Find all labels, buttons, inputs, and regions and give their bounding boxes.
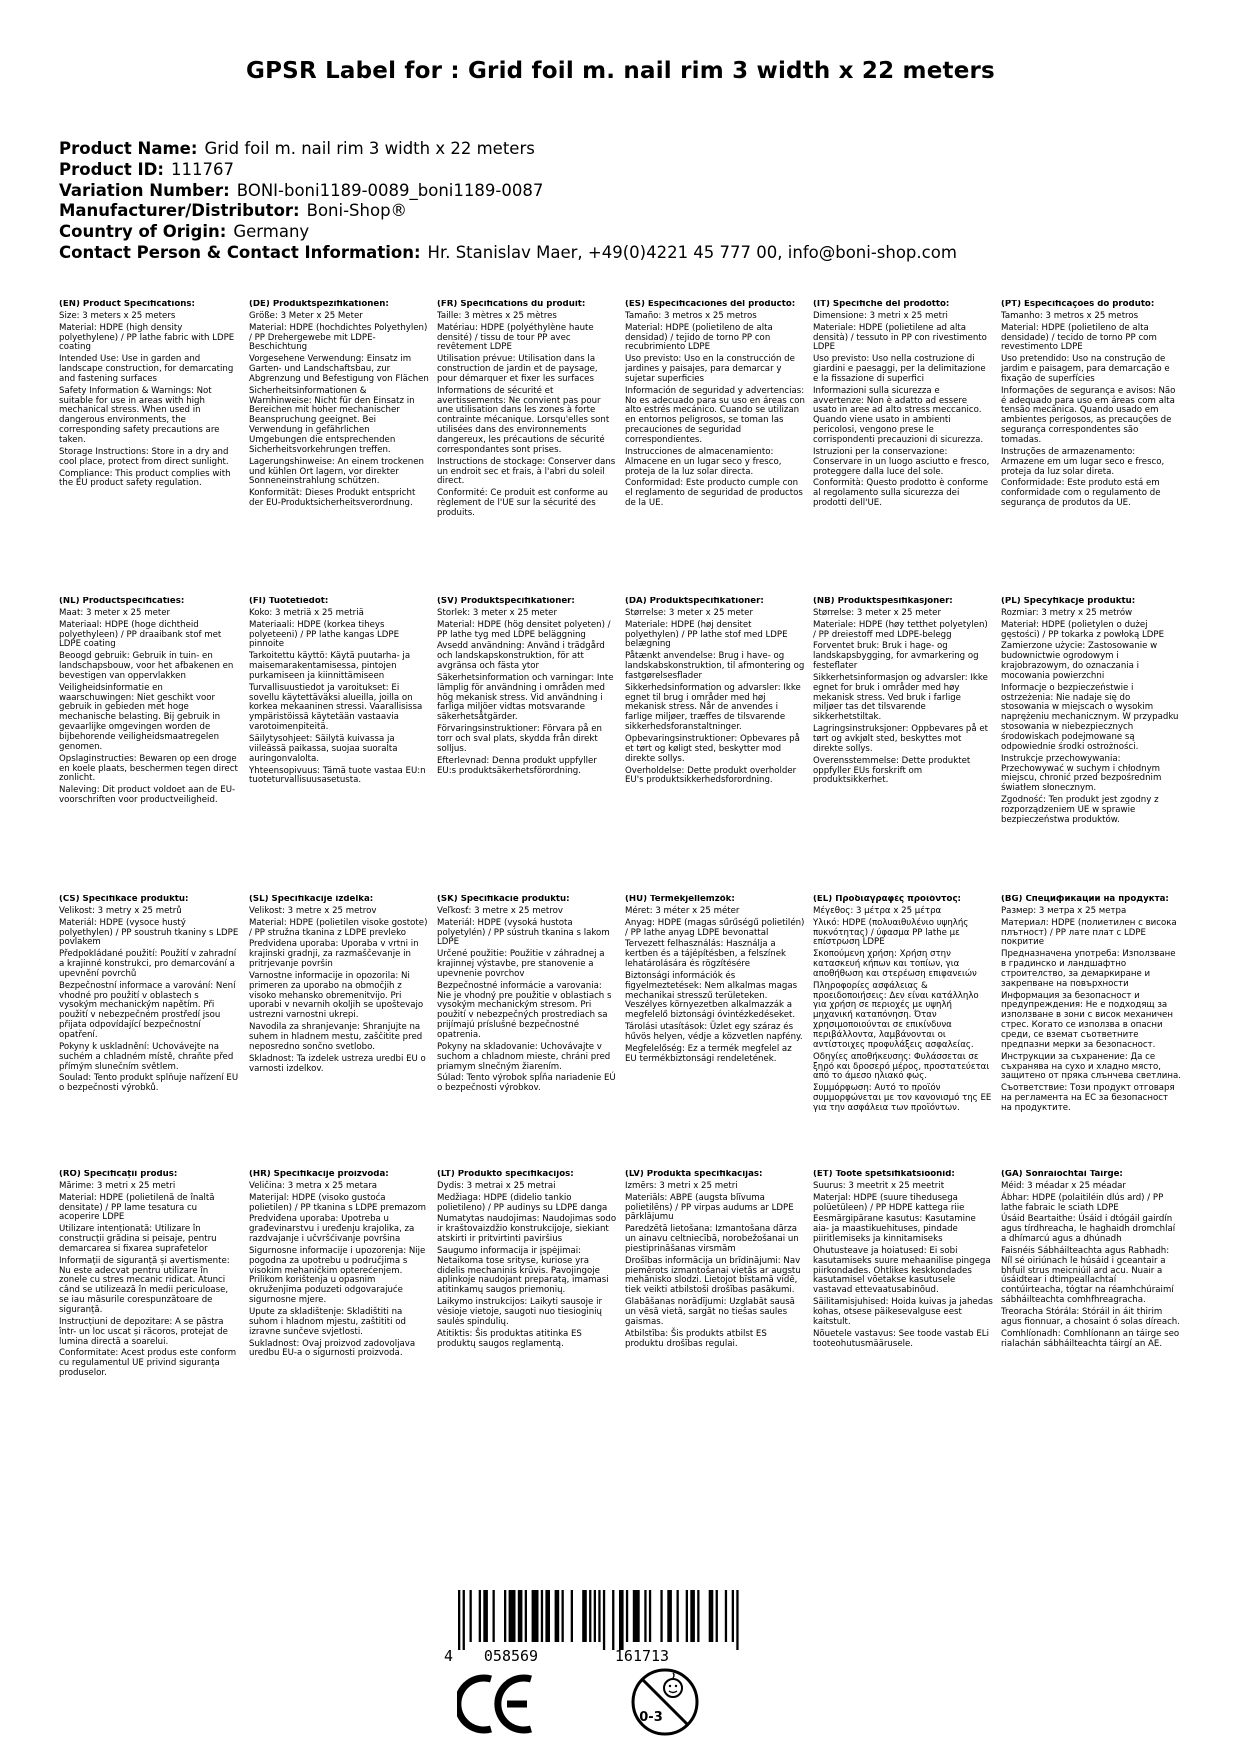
spec-paragraph: Bezpečnostní informace a varování: Není vhodné pro použití v oblastech s vysokým mechanickým napětím. Při použití v nebezpečném prostředí jsou přijata odpovídající bezpečnostní opatření. <box>59 980 236 1040</box>
spec-paragraph: Treoracha Stórála: Stóráil in áit thirim agus fionnuar, a chosaint ó solas díreach. <box>1001 1306 1180 1327</box>
info-value: Hr. Stanislav Maer, +49(0)4221 45 777 00, info@boni-shop.com <box>427 242 957 262</box>
spec-paragraph: Suurus: 3 meetrit x 25 meetrit <box>813 1180 945 1191</box>
spec-paragraph: Predviđena uporaba: Upotreba u građevinarstvu i uređenju krajolika, za razdvajanje i učvršćivanje površina <box>249 1214 415 1245</box>
barcode-digit-prefix: 4 <box>444 1647 454 1664</box>
barcode-bar <box>736 1590 738 1650</box>
spec-paragraph: Material: HDPE (high density polyethylene) / PP lathe fabric with LDPE coating <box>59 322 235 353</box>
spec-paragraph: Conformidade: Este produto está em conformidade com o regulamento de segurança de produtos da UE. <box>1001 478 1161 509</box>
spec-block <box>437 597 617 778</box>
page-title: GPSR Label for : Grid foil m. nail rim 3 width x 22 meters <box>246 58 995 84</box>
age-range-label: 0-3 <box>639 1710 663 1725</box>
spec-paragraph: Sigurnosne informacije i upozorenja: Nije pogodna za upotrebu u područjima s visokim mehaničkim opterećenjem. Prilikom korištenja u opasnim okruženjima poduzeti odgovarajuće sigurnosne mjere. <box>249 1245 426 1306</box>
spec-paragraph: Sikkerhedsinformation og advarsler: Ikke egnet til brug i områder med høj mekanisk stress. Når de anvendes i farlige miljøer, træffes de tilsvarende sikkerhedsforanstaltninger. <box>625 682 801 733</box>
spec-paragraph: Atitiktis: Šis produktas atitinka ES produktų saugos reglamentą. <box>437 1328 582 1349</box>
spec-heading: (SK) Špecifikácie produktu: <box>437 895 570 904</box>
spec-heading: (CS) Specifikace produktu: <box>59 895 189 904</box>
info-value: Boni-Shop® <box>306 201 408 221</box>
spec-paragraph: Informații de siguranță și avertismente: Nu este adecvat pentru utilizare în zonele cu stres mecanic ridicat. Atunci când se utilizează în medii periculoase, se iau măsurile corespunzătoare de siguranță. <box>59 1255 230 1315</box>
barcode-bar <box>483 1590 488 1642</box>
spec-paragraph: Informacje o bezpieczeństwie i ostrzeżenia: Nie nadaje się do stosowania w miejscach o wysokim naprężeniu mechanicznym. W przypadku stosowania w niebezpiecznych środowiskach podejmowane są odpowiednie środki ostrożności. <box>1001 682 1179 752</box>
spec-paragraph: Materiale: HDPE (polietilene ad alta densità) / tessuto in PP con rivestimento LDPE <box>813 322 987 353</box>
spec-block <box>437 300 617 521</box>
barcode-bar <box>732 1590 734 1642</box>
spec-paragraph: Materiaal: HDPE (hoge dichtheid polyethyleen) / PP draaibank stof met LDPE coating <box>59 619 222 650</box>
ce-mark-icon <box>457 1673 537 1735</box>
spec-paragraph: Upute za skladištenje: Skladištiti na suhom i hladnom mjestu, zaštititi od izravne sunčeve svjetlosti. <box>249 1306 406 1337</box>
barcode-bar <box>545 1590 550 1642</box>
spec-paragraph: Materiaali: HDPE (korkea tiheys polyeteeni) / PP lathe kangas LDPE pinnoite <box>249 619 400 650</box>
barcode-bar <box>619 1590 624 1650</box>
spec-paragraph: Utilisation prévue: Utilisation dans la construction de jardin et de paysage, pour démarquer et fixer les surfaces <box>437 354 598 384</box>
spec-paragraph: Opslaginstructies: Bewaren op een droge en koele plaats, beschermen tegen direct zonlicht. <box>59 753 238 784</box>
spec-block <box>625 300 805 511</box>
spec-paragraph: Laikymo instrukcijos: Laikyti sausoje ir vėsioje vietoje, saugoti nuo tiesioginių saulės spindulių. <box>437 1297 602 1327</box>
spec-paragraph: Velikost: 3 metry x 25 metrů <box>59 905 182 916</box>
spec-heading: (BG) Спецификации на продукта: <box>1001 895 1169 904</box>
barcode-bar <box>677 1590 679 1642</box>
spec-paragraph: Skladnost: Ta izdelek ustreza uredbi EU o varnosti izdelkov. <box>249 1053 426 1074</box>
spec-paragraph: Size: 3 meters x 25 meters <box>59 310 176 321</box>
spec-paragraph: Faisnéis Sábháilteachta agus Rabhadh: Níl sé oiriúnach le húsáid i gceantair a bhfuil strus meicniúil ard acu. Nuair a úsáidtear i dtimpeallachtaí contúirteacha, tógtar na réamhchúraimí sábháilteachta comhfhreagracha. <box>1001 1245 1174 1306</box>
barcode-bar <box>470 1590 472 1642</box>
spec-paragraph: Материал: HDPE (полиетилен с висока плътност) / PP лате плат с LDPE покритие <box>1001 917 1177 948</box>
spec-paragraph: Tamanho: 3 metros x 25 metros <box>1001 310 1139 321</box>
spec-paragraph: Zgodność: Ten produkt jest zgodny z rozporządzeniem UE w sprawie bezpieczeństwa produktów. <box>1001 795 1159 825</box>
spec-paragraph: Nõuetele vastavus: See toode vastab ELi tooteohutusmäärusele. <box>813 1328 989 1349</box>
barcode-bar <box>479 1590 481 1642</box>
barcode-bar <box>725 1590 727 1642</box>
barcode-bar <box>626 1590 628 1642</box>
spec-paragraph: Compliance: This product complies with the EU product safety regulation. <box>59 468 231 489</box>
spec-paragraph: Koko: 3 metriä x 25 metriä <box>249 607 364 618</box>
spec-paragraph: Zamierzone użycie: Zastosowanie w budownictwie ogrodowym i krajobrazowym, do oznaczania i mocowania powierzchni <box>1001 641 1158 681</box>
spec-paragraph: Úsáid Beartaithe: Úsáid i dtógáil gairdín agus tírdhreacha, le haghaidh dromchlaí a dhímarcú agus a dhúnadh <box>1001 1214 1176 1245</box>
spec-paragraph: Efterlevnad: Denna produkt uppfyller EU:s produktsäkerhetsförordning. <box>437 755 597 776</box>
spec-heading: (NL) Productspecificaties: <box>59 597 185 606</box>
spec-paragraph: Οδηγίες αποθήκευσης: Φυλάσσεται σε ξηρό και δροσερό μέρος, προστατεύεται από το άμεσο ηλιακό φως. <box>813 1051 990 1082</box>
spec-paragraph: Συμμόρφωση: Αυτό το προϊόν συμμορφώνεται με τον κανονισμό της ΕΕ για την ασφάλεια των προϊόντων. <box>813 1083 992 1113</box>
spec-paragraph: Säilytysohjeet: Säilytä kuivassa ja viileässä paikassa, suojaa suoralta auringonvalolta. <box>249 733 398 764</box>
spec-paragraph: Uso previsto: Uso en la construcción de jardines y paisajes, para demarcar y sujetar superficies <box>625 354 795 384</box>
spec-heading: (ES) Especificaciones del producto: <box>625 300 796 309</box>
spec-paragraph: Dimensione: 3 metri x 25 metri <box>813 310 948 321</box>
barcode-bar <box>660 1590 662 1642</box>
spec-block <box>625 895 805 1067</box>
spec-block <box>813 1170 993 1351</box>
spec-paragraph: Säkerhetsinformation och varningar: Inte lämplig för användning i områden med hög mekanisk stress. Vid användning i farliga miljöer vidtas motsvarande säkerhetsåtgärder. <box>437 672 614 723</box>
spec-block <box>813 300 993 511</box>
spec-paragraph: Ábhar: HDPE (polaitiléin dlús ard) / PP lathe fabraic le sciath LDPE <box>1001 1192 1164 1213</box>
spec-paragraph: Glabāšanas norādījumi: Uzglabāt sausā un vēsā vietā, sargāt no tiešas saules gaismas. <box>625 1297 795 1327</box>
spec-paragraph: Eesmärgipärane kasutus: Kasutamine aia- ja maastikuehituses, pindade piiritlemiseks ja kinnitamiseks <box>813 1214 976 1245</box>
info-value: BONI-boni1189-0089_boni1189-0087 <box>236 180 544 200</box>
spec-paragraph: Medžiaga: HDPE (didelio tankio polietileno) / PP audinys su LDPE danga <box>437 1192 608 1213</box>
barcode-bar <box>697 1590 699 1642</box>
spec-block <box>249 300 429 511</box>
spec-paragraph: Material: HDPE (polietilen visoke gostote) / PP stružna tkanina z LDPE prevleko <box>249 917 428 938</box>
barcode-bar <box>509 1590 516 1642</box>
spec-heading: (DA) Produktspecifikationer: <box>625 597 764 606</box>
barcode <box>437 1590 739 1664</box>
spec-paragraph: Informações de segurança e avisos: Não é adequado para uso em áreas com alta tensão mecânica. Quando usado em ambientes perigosos, as precauções de segurança correspondentes são tomadas. <box>1001 385 1176 445</box>
spec-paragraph: Instrucciones de almacenamiento: Almacene en un lugar seco y fresco, proteja de la luz solar directa. <box>625 446 782 477</box>
spec-heading: (SL) Specifikacije izdelka: <box>249 895 374 904</box>
spec-paragraph: Izmērs: 3 metri x 25 metri <box>625 1180 738 1191</box>
not-for-children-0-3-icon <box>629 1666 701 1738</box>
spec-paragraph: Informazioni sulla sicurezza e avvertenze: Non è adatto ad essere usato in aree ad alto stress meccanico. Quando viene usato in ambienti pericolosi, vengono prese le corrispondenti precauzioni di sicurezza. <box>813 385 984 445</box>
barcode-bar <box>562 1590 564 1642</box>
spec-paragraph: Información de seguridad y advertencias: No es adecuado para su uso en áreas con alto estrés mecánico. Cuando se utilizan en entornos peligrosos, se toman las precauciones de seguridad correspondientes. <box>625 385 805 445</box>
spec-paragraph: Biztonsági információk és figyelmeztetések: Nem alkalmas magas mechanikai stresszű területeken. Veszélyes környezetben alkalmazzák a megfelelő biztonsági óvintézkedéseket. <box>625 970 798 1021</box>
barcode-bar <box>690 1590 695 1642</box>
product-info <box>59 139 957 264</box>
spec-paragraph: Lagerungshinweise: An einem trockenen und kühlen Ort lagern, vor direkter Sonneneinstrahlung schützen. <box>249 456 424 487</box>
barcode-digits-left: 058569 <box>483 1647 539 1664</box>
info-row <box>59 139 957 160</box>
spec-paragraph: Tárolási utasítások: Üzlet egy száraz és hűvös helyen, védje a közvetlen napfény. <box>625 1022 803 1042</box>
spec-paragraph: Предназначена употреба: Използване в градинско и ландшафтно строителство, за демаркиране и закрепване на повърхности <box>1001 949 1176 989</box>
barcode-bar <box>458 1590 460 1650</box>
spec-paragraph: Numatytas naudojimas: Naudojimas sodo ir kraštovaizdžio konstrukcijoje, siekiant atskirti ir pritvirtinti paviršius <box>437 1214 617 1245</box>
spec-paragraph: Intended Use: Use in garden and landscape construction, for demarcating and fastening surfaces <box>59 354 234 384</box>
spec-paragraph: Méret: 3 méter x 25 méter <box>625 905 740 916</box>
spec-block <box>1001 300 1181 511</box>
spec-paragraph: Naleving: Dit product voldoet aan de EU-voorschriften voor productveiligheid. <box>59 785 236 806</box>
spec-paragraph: Utilizare intenționată: Utilizare în construcții grădina si peisaje, pentru demarcarea si fixarea suprafetelor <box>59 1224 217 1254</box>
spec-paragraph: Säilitamisjuhised: Hoida kuivas ja jahedas kohas, otsese päikesevalguse eest kaitstult. <box>813 1297 993 1327</box>
barcode-bar <box>667 1590 672 1642</box>
spec-block <box>1001 895 1181 1116</box>
spec-paragraph: Materiál: HDPE (vysoká hustota polyetylén) / PP sústruh tkanina s lakom LDPE <box>437 917 610 948</box>
spec-paragraph: Beoogd gebruik: Gebruik in tuin- en landschapsbouw, voor het afbakenen en bevestigen van oppervlakken <box>59 651 234 681</box>
spec-heading: (RO) Specificații produs: <box>59 1170 178 1179</box>
spec-paragraph: Megfelelőség: Ez a termék megfelel az EU termékbiztonsági rendeletének. <box>625 1043 792 1064</box>
spec-heading: (FR) Spécifications du produit: <box>437 300 586 309</box>
spec-paragraph: Forventet bruk: Bruk i hage- og landskapsbygging, for avmarkering og festeflater <box>813 641 979 672</box>
spec-paragraph: Material: HDPE (polietileno de alta densidade) / tecido de torno PP com revestimento LDPE <box>1001 322 1157 353</box>
spec-paragraph: Materiał: HDPE (polietylen o dużej gęstości) / PP tokarka z powłoką LDPE <box>1001 619 1164 640</box>
spec-paragraph: Súlad: Tento výrobok spĺňa nariadenie EÚ o bezpečnosti výrobkov. <box>437 1073 616 1094</box>
info-label: Product Name: <box>59 139 198 158</box>
barcode-bar <box>686 1590 688 1642</box>
spec-paragraph: Safety Information & Warnings: Not suitable for use in areas with high mechanical stress. When used in dangerous environments, the corresponding safety precautions are taken. <box>59 385 220 445</box>
spec-paragraph: Určené použitie: Použitie v záhradnej a krajinnej výstavbe, pre stanovenie a upevnenie povrchov <box>437 949 605 979</box>
spec-block <box>437 1170 617 1351</box>
spec-paragraph: Material: HDPE (hög densitet polyeten) / PP lathe tyg med LDPE beläggning <box>437 619 611 640</box>
spec-block <box>249 895 429 1076</box>
barcode-bar <box>541 1590 543 1642</box>
barcode-bars <box>458 1590 739 1650</box>
spec-paragraph: Storlek: 3 meter x 25 meter <box>437 607 558 618</box>
spec-heading: (FI) Tuotetiedot: <box>249 597 329 606</box>
spec-paragraph: Conformitate: Acest produs este conform cu regulamentul UE privind siguranța produselor. <box>59 1348 237 1379</box>
spec-paragraph: Materiāls: ABPE (augsta blīvuma polietilēns) / PP virpas audums ar LDPE pārklājumu <box>625 1192 794 1223</box>
spec-paragraph: Saugumo informacija ir įspėjimai: Netaikoma tose srityse, kuriose yra didelis mechaninis krūvis. Pavojingoje aplinkoje naudojant preparatą, imamasi atitinkamų saugos priemonių. <box>437 1245 609 1296</box>
spec-paragraph: Lagringsinstruksjoner: Oppbevares på et tørt og avkjølt sted, beskyttes mot direkte sollys. <box>813 724 989 754</box>
info-row <box>59 181 957 202</box>
spec-paragraph: Drošības informācija un brīdinājumi: Nav piemērots izmantošanai vietās ar augstu mehānisko slodzi. Lietojot bīstamā vidē, tiek veikti atbilstoši drošības pasākumi. <box>625 1255 801 1296</box>
spec-paragraph: Taille: 3 mètres x 25 mètres <box>437 310 557 321</box>
spec-block <box>625 1170 805 1351</box>
spec-paragraph: Konformität: Dieses Produkt entspricht der EU-Produktsicherheitsverordnung. <box>249 488 416 509</box>
spec-paragraph: Material: HDPE (hochdichtes Polyethylen) / PP Drehergewebe mit LDPE-Beschichtung <box>249 322 428 353</box>
spec-paragraph: Sukladnost: Ovaj proizvod zadovoljava uredbu EU-a o sigurnosti proizvoda. <box>249 1338 416 1359</box>
spec-heading: (EL) Προδιαγραφές προϊόντος: <box>813 895 961 904</box>
info-label: Variation Number: <box>59 180 230 200</box>
info-row <box>59 243 957 264</box>
spec-paragraph: Materiale: HDPE (høy tetthet polyetylen) / PP dreiestoff med LDPE-belegg <box>813 619 988 640</box>
spec-block <box>59 300 239 491</box>
spec-block <box>249 597 429 788</box>
barcode-bar <box>633 1590 640 1642</box>
barcode-digits-right: 161713 <box>614 1647 670 1664</box>
spec-paragraph: Conformità: Questo prodotto è conforme al regolamento sulla sicurezza dei prodotti dell'UE. <box>813 478 988 509</box>
spec-paragraph: Størrelse: 3 meter x 25 meter <box>625 607 753 618</box>
info-label: Contact Person & Contact Information: <box>59 242 421 262</box>
spec-heading: (NB) Produktspesifikasjoner: <box>813 597 953 606</box>
info-row <box>59 160 957 181</box>
spec-paragraph: Sikkerhetsinformasjon og advarsler: Ikke egnet for bruk i områder med høy mekanisk stress. Ved bruk i farlige miljøer tas det tilsvarende sikkerhetstiltak. <box>813 672 988 723</box>
info-label: Country of Origin: <box>59 222 227 242</box>
barcode-bar <box>518 1590 523 1642</box>
spec-heading: (SV) Produktspecifikationer: <box>437 597 575 606</box>
spec-paragraph: Paredzētā lietošana: Izmantošana dārza un ainavu celtniecībā, norobežošanai un piestiprināšanas virsmām <box>625 1224 799 1254</box>
info-label: Manufacturer/Distributor: <box>59 201 300 221</box>
spec-paragraph: Storage Instructions: Store in a dry and cool place, protect from direct sunlight. <box>59 446 229 467</box>
spec-paragraph: Instruções de armazenamento: Armazene em um lugar seco e fresco, proteja da luz solar direta. <box>1001 446 1165 477</box>
barcode-bar <box>598 1590 600 1642</box>
spec-paragraph: Размер: 3 метра x 25 метра <box>1001 905 1127 916</box>
spec-paragraph: Material: HDPE (polietileno de alta densidad) / tejido de torno PP con recubrimiento LDPE <box>625 322 773 353</box>
spec-paragraph: Istruzioni per la conservazione: Conservare in un luogo asciutto e fresco, proteggere dalla luce del sole. <box>813 446 990 477</box>
barcode-bar <box>582 1590 587 1642</box>
info-value: Germany <box>233 222 310 242</box>
spec-heading: (ET) Toote spetsifikatsioonid: <box>813 1170 955 1179</box>
barcode-bar <box>532 1590 539 1642</box>
spec-paragraph: Σκοπούμενη χρήση: Χρήση στην κατασκευή κήπων και τοπίων, για αποθήθωση και στερέωση επιφανειών <box>813 949 977 979</box>
spec-paragraph: Varnostne informacije in opozorila: Ni primeren za uporabo na območjih z visoko mehansko obremenitvijo. Pri uporabi v nevarnih okoljih se upoštevajo ustrezni varnostni ukrepi. <box>249 970 424 1021</box>
barcode-bar <box>555 1590 560 1642</box>
spec-block <box>59 895 239 1096</box>
spec-block <box>1001 1170 1181 1351</box>
spec-paragraph: Größe: 3 Meter x 25 Meter <box>249 310 363 321</box>
spec-paragraph: Materijal: HDPE (visoko gustoća polietilen) / PP tkanina s LDPE premazom <box>249 1192 427 1213</box>
spec-paragraph: Πληροφορίες ασφάλειας & προειδοποιήσεις: Δεν είναι κατάλληλο για χρήση σε περιοχές με υψηλή μηχανική καταπόνηση. Όταν χρησιμοποιούνται σε επικίνδυνα περιβάλλοντα, λαμβάνονται οι αντίστοιχες προφυλάξεις ασφαλείας. <box>813 980 979 1050</box>
spec-paragraph: Informations de sécurité et avertissements: Ne convient pas pour une utilisation dans les zones à forte contrainte mécanique. Lorsqu'elles sont utilisées dans des environnements dangereux, les précautions de sécurité correspondantes sont prises. <box>437 385 610 455</box>
info-label: Product ID: <box>59 159 164 179</box>
spec-paragraph: Opbevaringsinstruktioner: Opbevares på et tørt og køligt sted, beskytter mod direkte sollys. <box>625 733 800 764</box>
spec-paragraph: Förvaringsinstruktioner: Förvara på en torr och sval plats, skydda från direkt solljus. <box>437 724 602 754</box>
spec-paragraph: Rozmiar: 3 metry x 25 metrów <box>1001 607 1133 618</box>
spec-paragraph: Pokyny k uskladnění: Uchovávejte na suchém a chladném místě, chraňte před přímým slunečním světlem. <box>59 1041 234 1072</box>
barcode-bar <box>463 1590 465 1650</box>
barcode-bar <box>589 1590 591 1642</box>
spec-heading: (HR) Specifikacije proizvoda: <box>249 1170 389 1179</box>
spec-paragraph: Ohutusteave ja hoiatused: Ei sobi kasutamiseks suure mehaanilise pingega piirkondades. Ohtlikes keskkondades kasutamisel võetakse kasutusele vastavad ettevaatusabinõud. <box>813 1245 991 1296</box>
spec-paragraph: Anyag: HDPE (magas sűrűségű polietilén) / PP lathe anyag LDPE bevonattal <box>625 917 805 938</box>
spec-paragraph: Veličina: 3 metra x 25 metara <box>249 1180 378 1191</box>
spec-paragraph: Veľkosť: 3 metre x 25 metrov <box>437 905 563 916</box>
spec-paragraph: Matériau: HDPE (polyéthylène haute densité) / tissu de tour PP avec revêtement LDPE <box>437 322 594 353</box>
info-row <box>59 222 957 243</box>
spec-paragraph: Tamaño: 3 metros x 25 metros <box>625 310 757 321</box>
spec-paragraph: Turvallisuustiedot ja varoitukset: Ei sovellu käytettäväksi alueilla, joilla on korkea mekaaninen stressi. Vaarallisissa ympäristöissä käytetään vastaavia varotoimenpiteitä. <box>249 682 423 733</box>
spec-paragraph: Instrukcje przechowywania: Przechowywać w suchym i chłodnym miejscu, chronić przed bezpośrednim światłem słonecznym. <box>1001 753 1162 794</box>
spec-paragraph: Tervezett felhasználás: Használja a kertben és a tájépítésben, a felszínek lehatárolására és rögzítésére <box>625 939 786 970</box>
barcode-bar <box>709 1590 714 1642</box>
spec-heading: (HU) Termékjellemzők: <box>625 895 735 904</box>
spec-paragraph: Avsedd användning: Använd i trädgård och landskapskonstruktion, för att avgränsa och fästa ytor <box>437 641 605 672</box>
spec-paragraph: Yhteensopivuus: Tämä tuote vastaa EU:n tuoteturvallisuusasetusta. <box>249 765 426 786</box>
spec-heading: (LT) Produkto specifikacijos: <box>437 1170 574 1179</box>
barcode-bar <box>525 1590 527 1642</box>
spec-paragraph: Velikost: 3 metre x 25 metrov <box>249 905 377 916</box>
spec-paragraph: Atbilstība: Šis produkts atbilst ES produktu drošības regulai. <box>625 1328 767 1349</box>
spec-paragraph: Υλικό: HDPE (πολυαιθυλένιο υψηλής πυκνότητας) / ύφασμα PP lathe με επίστρωση LDPE <box>813 917 969 948</box>
spec-paragraph: Conformidad: Este producto cumple con el reglamento de seguridad de productos de la UE. <box>625 478 803 509</box>
info-value: Grid foil m. nail rim 3 width x 22 meters <box>204 139 535 158</box>
spec-block <box>59 597 239 808</box>
spec-paragraph: Инструкции за съхранение: Да се съхранява на сухо и хладно място, защитено от пряка слънчева светлина. <box>1001 1051 1181 1082</box>
spec-paragraph: Materjal: HDPE (suure tihedusega polüetüleen) / PP HDPE kattega riie <box>813 1192 965 1213</box>
spec-paragraph: Vorgesehene Verwendung: Einsatz im Garten- und Landschaftsbau, zur Abgrenzung und Befestigung von Flächen <box>249 354 429 384</box>
spec-block <box>59 1170 239 1381</box>
spec-paragraph: Pokyny na skladovanie: Uchovávajte v suchom a chladnom mieste, chráni pred priamym slnečným žiarením. <box>437 1041 611 1072</box>
barcode-bar <box>644 1590 646 1642</box>
spec-paragraph: Overensstemmelse: Dette produktet oppfyller EUs forskrift om produktsikkerhet. <box>813 755 971 786</box>
barcode-bar <box>493 1590 495 1642</box>
spec-paragraph: Uso pretendido: Uso na construção de jardim e paisagem, para demarcação e fixação de superfícies <box>1001 354 1170 384</box>
spec-heading: (GA) Sonraíochtaí Táirge: <box>1001 1170 1123 1179</box>
spec-heading: (EN) Product Specifications: <box>59 300 195 309</box>
spec-paragraph: Информация за безопасност и предупреждения: Не е подходящ за използване в зони с висок механичен стрес. Когато се използва в опасни среди, се вземат съответните предпазни мерки за безопасност. <box>1001 990 1173 1050</box>
barcode-bar <box>612 1590 614 1650</box>
spec-paragraph: Material: HDPE (polietilenă de înaltă densitate) / PP lame tesatura cu acoperire LDPE <box>59 1192 215 1223</box>
spec-paragraph: Mărime: 3 metri x 25 metri <box>59 1180 176 1191</box>
spec-paragraph: Conformité: Ce produit est conforme au règlement de l'UE sur la sécurité des produits. <box>437 488 608 518</box>
barcode-bar <box>571 1590 573 1642</box>
spec-heading: (IT) Specifiche del prodotto: <box>813 300 950 309</box>
spec-paragraph: Overholdelse: Dette produkt overholder EU's produktsikkerhedsforordning. <box>625 765 797 786</box>
info-row <box>59 201 957 222</box>
spec-paragraph: Materiál: HDPE (vysoce hustý polyethylen) / PP soustruh tkaniny s LDPE povlakem <box>59 917 239 948</box>
spec-paragraph: Predvidena uporaba: Uporaba v vrtni in krajinski gradnji, za razmaščevanje in pritrjevanje površin <box>249 939 419 970</box>
barcode-bar <box>504 1590 506 1642</box>
spec-paragraph: Tarkoitettu käyttö: Käytä puutarha- ja maisemarakentamisessa, pintojen purkamiseen ja kiinnittämiseen <box>249 651 411 681</box>
spec-block <box>437 895 617 1096</box>
barcode-bar <box>603 1590 605 1650</box>
spec-heading: (PL) Specyfikacje produktu: <box>1001 597 1136 606</box>
spec-paragraph: Navodila za shranjevanje: Shranjujte na suhem in hladnem mestu, zaščitite pred neposredno sončno svetlobo. <box>249 1022 423 1052</box>
spec-heading: (LV) Produkta specifikācijas: <box>625 1170 763 1179</box>
spec-block <box>813 597 993 788</box>
spec-block <box>1001 597 1181 828</box>
spec-paragraph: Materiale: HDPE (høj densitet polyethylen) / PP lathe stof med LDPE belægning <box>625 619 788 650</box>
spec-paragraph: Soulad: Tento produkt splňuje nařízení EU o bezpečnosti výrobků. <box>59 1073 239 1094</box>
spec-heading: (PT) Especificações do produto: <box>1001 300 1155 309</box>
spec-paragraph: Bezpečnostné informácie a varovania: Nie je vhodný pre použitie v oblastiach s vysokým mechanickým stresom. Pri použití v nebezpečných prostrediach sa prijímajú príslušné bezpečnostné opatrenia. <box>437 980 612 1040</box>
spec-paragraph: Veiligheidsinformatie en waarschuwingen: Niet geschikt voor gebruik in gebieden met hoge mechanische belasting. Bij gebruik in gevaarlijke omgevingen worden de bijbehorende veiligheidsmaatregelen genomen. <box>59 682 221 752</box>
spec-paragraph: Méid: 3 méadar x 25 méadar <box>1001 1180 1126 1191</box>
spec-paragraph: Uso previsto: Uso nella costruzione di giardini e paesaggi, per la delimitazione e la fissazione di superfici <box>813 354 986 384</box>
spec-block <box>249 1170 429 1361</box>
spec-paragraph: Μέγεθος: 3 μέτρα x 25 μέτρα <box>813 905 942 916</box>
spec-paragraph: Størrelse: 3 meter x 25 meter <box>813 607 941 618</box>
spec-paragraph: Sicherheitsinformationen & Warnhinweise: Nicht für den Einsatz in Bereichen mit hoher mechanischer Beanspruchung geeignet. Bei Verwendung in gefährlichen Umgebungen die entsprechenden Sicherheitsvorkehrungen treffen. <box>249 385 415 455</box>
barcode-bar <box>594 1590 596 1642</box>
spec-paragraph: Dydis: 3 metrai x 25 metrai <box>437 1180 556 1191</box>
spec-paragraph: Påtænkt anvendelse: Brug i have- og landskabskonstruktion, til afmontering og fastgørelsesflader <box>625 651 805 681</box>
spec-block <box>813 895 993 1116</box>
spec-paragraph: Instructions de stockage: Conserver dans un endroit sec et frais, à l'abri du soleil direct. <box>437 456 616 487</box>
spec-paragraph: Instrucțiuni de depozitare: A se păstra într- un loc uscat și răcoros, protejat de lumina directă a soarelui. <box>59 1316 228 1347</box>
spec-paragraph: Comhlíonadh: Comhlíonann an táirge seo rialachán sábháilteachta táirgí an AE. <box>1001 1328 1180 1349</box>
spec-paragraph: Předpokládané použití: Použití v zahradní a krajinné konstrukci, pro demarcování a upevnění povrchů <box>59 949 237 979</box>
info-value: 111767 <box>170 159 234 179</box>
spec-block <box>625 597 805 788</box>
barcode-bar <box>716 1590 718 1642</box>
spec-paragraph: Maat: 3 meter x 25 meter <box>59 607 171 618</box>
barcode-bar <box>649 1590 651 1642</box>
spec-heading: (DE) Produktspezifikationen: <box>249 300 389 309</box>
spec-paragraph: Съответствие: Този продукт отговаря на регламента на ЕС за безопасност на продуктите. <box>1001 1083 1175 1113</box>
